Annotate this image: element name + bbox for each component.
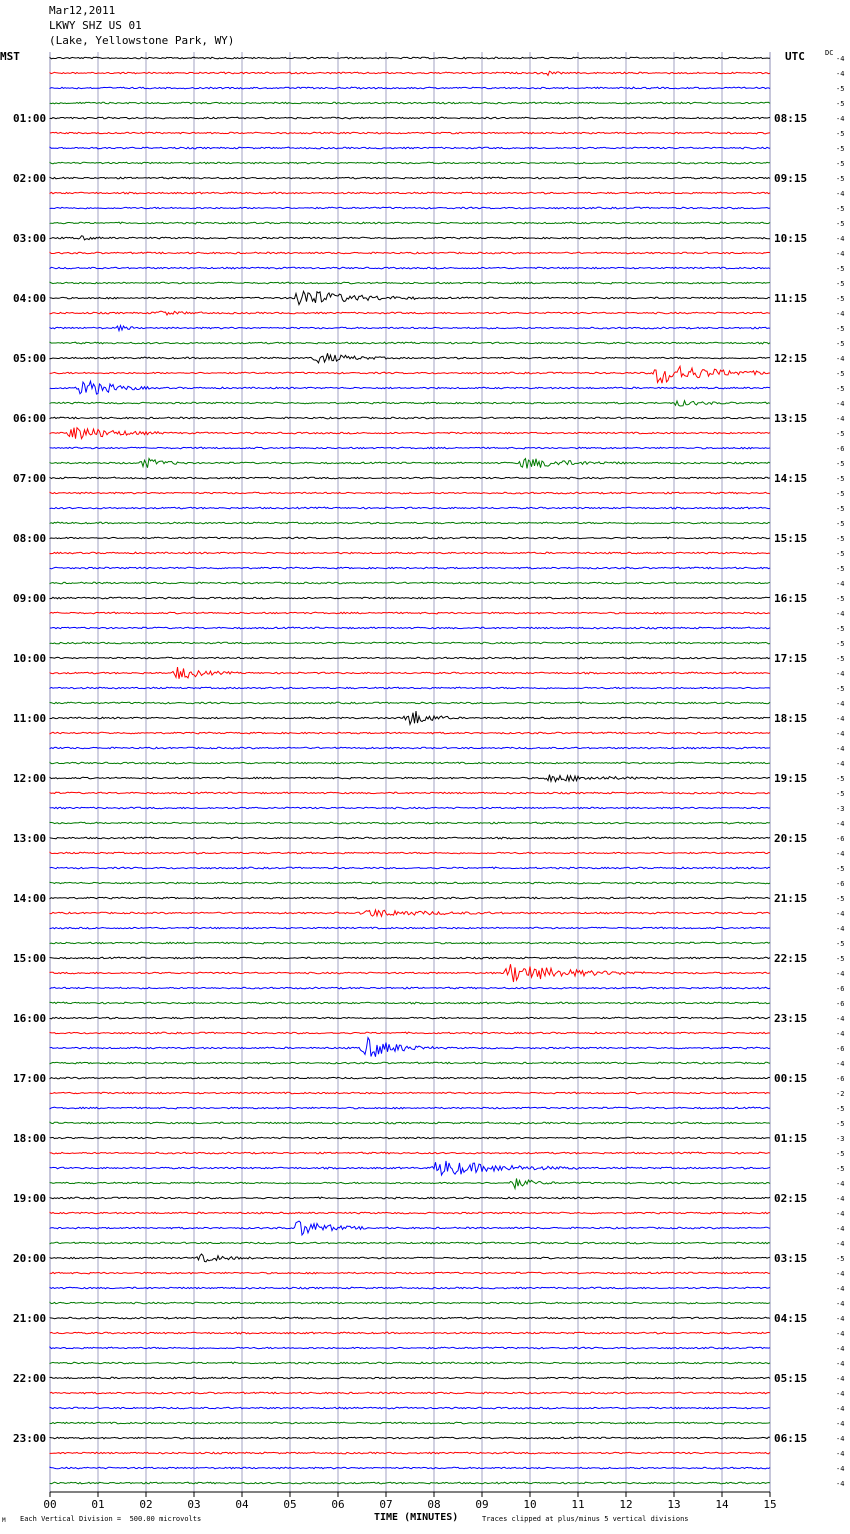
- dc-offset-value: -4: [836, 1345, 845, 1353]
- seismic-trace: [50, 267, 770, 269]
- dc-offset-value: -5: [836, 385, 845, 393]
- left-hour-label: 13:00: [13, 832, 47, 845]
- left-hour-label: 04:00: [13, 292, 47, 305]
- plot-labels: [13, 55, 844, 1511]
- x-axis-title: TIME (MINUTES): [374, 1512, 459, 1523]
- seismic-trace: [50, 236, 770, 240]
- dc-offset-value: -4: [836, 715, 845, 723]
- seismic-trace: [50, 1467, 770, 1469]
- left-hour-label: 06:00: [13, 412, 47, 425]
- left-hour-label: 05:00: [13, 352, 47, 365]
- seismic-trace: [50, 1017, 770, 1019]
- dc-offset-value: -5: [836, 505, 845, 513]
- seismic-trace: [50, 192, 770, 194]
- seismic-trace: [50, 132, 770, 134]
- dc-offset-value: -5: [836, 685, 845, 693]
- left-hour-label: 16:00: [13, 1012, 47, 1025]
- seismic-trace: [50, 1107, 770, 1109]
- seismic-trace: [50, 291, 770, 304]
- x-tick-label: 07: [379, 1498, 393, 1511]
- dc-offset-value: -5: [836, 280, 845, 288]
- dc-offset-value: -4: [836, 1300, 845, 1308]
- right-hour-label: 14:15: [774, 472, 808, 485]
- seismic-trace: [50, 1302, 770, 1304]
- seismic-trace: [50, 522, 770, 524]
- dc-offset-value: -5: [836, 565, 845, 573]
- dc-offset-value: -6: [836, 835, 845, 843]
- dc-offset-value: -6: [836, 1000, 845, 1008]
- seismic-trace: [50, 1038, 770, 1057]
- x-tick-label: 09: [475, 1498, 489, 1511]
- dc-offset-value: -4: [836, 55, 845, 63]
- seismic-trace: [50, 177, 770, 179]
- x-tick-label: 12: [619, 1498, 633, 1511]
- seismic-trace: [50, 459, 770, 469]
- seismic-trace: [50, 775, 770, 782]
- seismic-trace: [50, 1212, 770, 1214]
- dc-offset-value: -4: [836, 355, 845, 363]
- dc-offset-value: -5: [836, 1120, 845, 1128]
- dc-offset-value: -5: [836, 940, 845, 948]
- dc-offset-value: -4: [836, 700, 845, 708]
- left-hour-label: 20:00: [13, 1252, 47, 1265]
- dc-offset-value: -5: [836, 430, 845, 438]
- seismic-trace: [50, 942, 770, 944]
- dc-offset-value: -4: [836, 1375, 845, 1383]
- left-hour-label: 10:00: [13, 652, 47, 665]
- left-hour-label: 23:00: [13, 1432, 47, 1445]
- dc-offset-value: -4: [836, 1240, 845, 1248]
- dc-offset-value: -4: [836, 1285, 845, 1293]
- seismic-trace: [50, 71, 770, 75]
- dc-offset-value: -4: [836, 1390, 845, 1398]
- seismic-trace: [50, 507, 770, 509]
- dc-offset-value: -5: [836, 1105, 845, 1113]
- right-hour-label: 00:15: [774, 1072, 808, 1085]
- seismic-trace: [50, 1392, 770, 1394]
- dc-offset-value: -4: [836, 760, 845, 768]
- dc-offset-value: -4: [836, 910, 845, 918]
- right-hour-label: 05:15: [774, 1372, 808, 1385]
- dc-offset-value: -5: [836, 550, 845, 558]
- seismic-trace: [50, 552, 770, 554]
- right-hour-label: 18:15: [774, 712, 808, 725]
- dc-offset-value: -5: [836, 205, 845, 213]
- seismic-trace: [50, 222, 770, 224]
- dc-offset-value: -5: [836, 145, 845, 153]
- seismic-trace: [50, 732, 770, 734]
- dc-offset-value: -4: [836, 1465, 845, 1473]
- seismic-trace: [50, 401, 770, 406]
- seismic-trace: [50, 1332, 770, 1334]
- dc-offset-value: -5: [836, 85, 845, 93]
- left-hour-label: 03:00: [13, 232, 47, 245]
- left-hour-label: 02:00: [13, 172, 47, 185]
- right-timezone-label: UTC: [785, 50, 805, 63]
- seismic-trace: [50, 657, 770, 659]
- seismic-trace: [50, 117, 770, 119]
- left-hour-label: 11:00: [13, 712, 47, 725]
- seismic-trace: [50, 1179, 770, 1189]
- seismic-trace: [50, 1137, 770, 1139]
- dc-offset-value: -4: [836, 925, 845, 933]
- seismic-trace: [50, 1152, 770, 1154]
- seismic-trace: [50, 792, 770, 794]
- seismic-trace: [50, 207, 770, 209]
- clip-note: Traces clipped at plus/minus 5 vertical divisions: [482, 1515, 689, 1523]
- seismic-trace: [50, 1347, 770, 1349]
- x-tick-label: 01: [91, 1498, 105, 1511]
- left-hour-label: 17:00: [13, 1072, 47, 1085]
- dc-offset-label: DC: [825, 49, 834, 57]
- seismic-trace: [50, 747, 770, 749]
- dc-offset-value: -5: [836, 340, 845, 348]
- dc-offset-value: -4: [836, 310, 845, 318]
- dc-offset-value: -5: [836, 955, 845, 963]
- seismic-trace: [50, 612, 770, 614]
- dc-offset-value: -4: [836, 415, 845, 423]
- seismic-trace: [50, 326, 770, 331]
- dc-offset-value: -4: [836, 1330, 845, 1338]
- right-hour-label: 16:15: [774, 592, 808, 605]
- left-hour-label: 19:00: [13, 1192, 47, 1205]
- dc-offset-value: -4: [836, 115, 845, 123]
- seismic-trace: [50, 910, 770, 916]
- dc-offset-value: -5: [836, 370, 845, 378]
- seismic-trace: [50, 837, 770, 839]
- seismic-trace: [50, 537, 770, 539]
- dc-offset-value: -4: [836, 1060, 845, 1068]
- x-tick-label: 05: [283, 1498, 297, 1511]
- dc-offset-value: -6: [836, 880, 845, 888]
- seismic-trace: [50, 366, 770, 383]
- dc-offset-value: -3: [836, 1135, 845, 1143]
- dc-offset-value: -6: [836, 445, 845, 453]
- left-hour-label: 07:00: [13, 472, 47, 485]
- seismic-trace: [50, 1362, 770, 1364]
- x-tick-label: 03: [187, 1498, 201, 1511]
- seismic-trace: [50, 477, 770, 479]
- x-tick-label: 10: [523, 1498, 537, 1511]
- right-hour-label: 08:15: [774, 112, 808, 125]
- dc-offset-value: -4: [836, 1360, 845, 1368]
- x-tick-label: 13: [667, 1498, 681, 1511]
- seismic-trace: [50, 987, 770, 989]
- left-hour-label: 12:00: [13, 772, 47, 785]
- dc-offset-value: -5: [836, 790, 845, 798]
- dc-offset-value: -4: [836, 1435, 845, 1443]
- right-hour-label: 11:15: [774, 292, 808, 305]
- seismic-trace: [50, 1002, 770, 1004]
- dc-offset-value: -4: [836, 1015, 845, 1023]
- seismic-trace: [50, 1122, 770, 1124]
- station-location: (Lake, Yellowstone Park, WY): [49, 34, 235, 47]
- seismic-trace: [50, 282, 770, 284]
- seismic-trace: [50, 102, 770, 104]
- left-hour-label: 14:00: [13, 892, 47, 905]
- dc-offset-value: -6: [836, 985, 845, 993]
- seismic-trace: [50, 667, 770, 679]
- scale-note: Each Vertical Division = 500.00 microvolts: [20, 1515, 202, 1523]
- seismic-trace: [50, 492, 770, 494]
- seismic-trace: [50, 1221, 770, 1235]
- dc-offset-value: -5: [836, 535, 845, 543]
- dc-offset-value: -4: [836, 1225, 845, 1233]
- dc-offset-value: -4: [836, 850, 845, 858]
- dc-offset-value: -5: [836, 1255, 845, 1263]
- seismic-trace: [50, 1407, 770, 1409]
- seismic-trace: [50, 642, 770, 644]
- seismic-trace: [50, 1272, 770, 1274]
- dc-offset-value: -4: [836, 580, 845, 588]
- seismic-trace: [50, 353, 770, 363]
- left-hour-label: 08:00: [13, 532, 47, 545]
- dc-offset-value: -5: [836, 865, 845, 873]
- dc-offset-value: -4: [836, 820, 845, 828]
- seismic-trace: [50, 1077, 770, 1079]
- dc-offset-value: -5: [836, 475, 845, 483]
- seismic-trace: [50, 1242, 770, 1244]
- seismic-trace: [50, 1032, 770, 1034]
- right-hour-label: 02:15: [774, 1192, 808, 1205]
- x-tick-label: 02: [139, 1498, 153, 1511]
- seismic-trace: [50, 1422, 770, 1424]
- dc-offset-value: -5: [836, 1150, 845, 1158]
- seismic-trace: [50, 1197, 770, 1199]
- x-tick-label: 08: [427, 1498, 441, 1511]
- seismic-trace: [50, 567, 770, 569]
- right-hour-label: 22:15: [774, 952, 808, 965]
- dc-offset-value: -4: [836, 1210, 845, 1218]
- dc-offset-value: -5: [836, 1165, 845, 1173]
- seismic-trace: [50, 822, 770, 824]
- left-hour-label: 21:00: [13, 1312, 47, 1325]
- seismic-trace: [50, 1482, 770, 1484]
- seismic-trace: [50, 1452, 770, 1454]
- seismic-trace: [50, 1062, 770, 1064]
- left-hour-label: 18:00: [13, 1132, 47, 1145]
- right-hour-label: 15:15: [774, 532, 808, 545]
- dc-offset-value: -5: [836, 520, 845, 528]
- x-tick-label: 11: [571, 1498, 585, 1511]
- seismic-trace: [50, 627, 770, 629]
- dc-offset-value: -5: [836, 220, 845, 228]
- left-timezone-label: MST: [0, 50, 20, 63]
- dc-offset-value: -5: [836, 595, 845, 603]
- dc-offset-value: -4: [836, 70, 845, 78]
- plot-date: Mar12,2011: [49, 4, 116, 17]
- dc-offset-value: -4: [836, 250, 845, 258]
- dc-offset-value: -5: [836, 265, 845, 273]
- x-tick-label: 14: [715, 1498, 729, 1511]
- right-hour-label: 01:15: [774, 1132, 808, 1145]
- right-hour-label: 13:15: [774, 412, 808, 425]
- dc-offset-value: -5: [836, 460, 845, 468]
- seismic-trace: [50, 1437, 770, 1439]
- seismic-trace: [50, 447, 770, 449]
- dc-offset-value: -4: [836, 235, 845, 243]
- right-hour-label: 03:15: [774, 1252, 808, 1265]
- dc-offset-value: -3: [836, 805, 845, 813]
- right-hour-label: 06:15: [774, 1432, 808, 1445]
- x-tick-label: 06: [331, 1498, 345, 1511]
- dc-offset-value: -4: [836, 1315, 845, 1323]
- seismic-trace: [50, 897, 770, 899]
- dc-offset-value: -4: [836, 1450, 845, 1458]
- seismic-traces: [50, 57, 770, 1484]
- dc-offset-value: -5: [836, 295, 845, 303]
- right-hour-label: 04:15: [774, 1312, 808, 1325]
- dc-offset-value: -5: [836, 490, 845, 498]
- seismic-trace: [50, 1161, 770, 1175]
- dc-offset-value: -5: [836, 175, 845, 183]
- seismic-trace: [50, 852, 770, 854]
- seismic-trace: [50, 582, 770, 584]
- dc-offset-value: -4: [836, 1270, 845, 1278]
- dc-offset-value: -5: [836, 775, 845, 783]
- seismic-trace: [50, 87, 770, 89]
- dc-offset-value: -5: [836, 625, 845, 633]
- seismic-trace: [50, 711, 770, 724]
- seismic-trace: [50, 927, 770, 929]
- seismic-trace: [50, 311, 770, 315]
- seismic-trace: [50, 807, 770, 809]
- dc-offset-value: -4: [836, 1420, 845, 1428]
- seismic-trace: [50, 1092, 770, 1094]
- dc-offset-value: -4: [836, 1195, 845, 1203]
- dc-offset-value: -4: [836, 1480, 845, 1488]
- corner-mark: M: [2, 1517, 6, 1524]
- seismic-trace: [50, 957, 770, 959]
- seismic-trace: [50, 1317, 770, 1319]
- left-hour-label: 15:00: [13, 952, 47, 965]
- dc-offset-value: -5: [836, 325, 845, 333]
- seismic-trace: [50, 597, 770, 599]
- seismic-trace: [50, 162, 770, 164]
- dc-offset-value: -2: [836, 1090, 845, 1098]
- dc-offset-value: -6: [836, 1045, 845, 1053]
- right-hour-label: 10:15: [774, 232, 808, 245]
- seismic-trace: [50, 342, 770, 344]
- left-hour-label: 09:00: [13, 592, 47, 605]
- seismic-trace: [50, 1287, 770, 1289]
- dc-offset-value: -4: [836, 970, 845, 978]
- seismic-trace: [50, 702, 770, 704]
- dc-offset-value: -4: [836, 1405, 845, 1413]
- seismic-trace: [50, 762, 770, 764]
- x-tick-label: 04: [235, 1498, 249, 1511]
- dc-offset-value: -5: [836, 100, 845, 108]
- seismic-trace: [50, 147, 770, 149]
- right-hour-label: 09:15: [774, 172, 808, 185]
- seismic-trace: [50, 1254, 770, 1262]
- right-hour-label: 12:15: [774, 352, 808, 365]
- dc-offset-value: -4: [836, 1030, 845, 1038]
- dc-offset-value: -4: [836, 730, 845, 738]
- seismic-trace: [50, 417, 770, 419]
- dc-offset-value: -5: [836, 895, 845, 903]
- left-hour-label: 22:00: [13, 1372, 47, 1385]
- seismic-trace: [50, 964, 770, 982]
- right-hour-label: 20:15: [774, 832, 808, 845]
- seismic-trace: [50, 428, 770, 439]
- dc-offset-value: -5: [836, 130, 845, 138]
- seismic-trace: [50, 57, 770, 59]
- seismic-trace: [50, 882, 770, 884]
- dc-offset-value: -5: [836, 640, 845, 648]
- seismic-trace: [50, 252, 770, 254]
- dc-offset-value: -4: [836, 670, 845, 678]
- right-hour-label: 19:15: [774, 772, 808, 785]
- dc-offset-value: -6: [836, 1075, 845, 1083]
- x-tick-label: 15: [763, 1498, 777, 1511]
- seismic-trace: [50, 687, 770, 689]
- seismic-trace: [50, 867, 770, 869]
- station-code: LKWY SHZ US 01: [49, 19, 142, 32]
- right-hour-label: 21:15: [774, 892, 808, 905]
- x-tick-label: 00: [43, 1498, 57, 1511]
- dc-offset-value: -4: [836, 1180, 845, 1188]
- dc-offset-value: -4: [836, 610, 845, 618]
- dc-offset-value: -4: [836, 190, 845, 198]
- dc-offset-value: -5: [836, 160, 845, 168]
- seismic-trace: [50, 1377, 770, 1379]
- dc-offset-value: -5: [836, 655, 845, 663]
- left-hour-label: 01:00: [13, 112, 47, 125]
- right-hour-label: 17:15: [774, 652, 808, 665]
- dc-offset-value: -4: [836, 400, 845, 408]
- right-hour-label: 23:15: [774, 1012, 808, 1025]
- dc-offset-value: -4: [836, 745, 845, 753]
